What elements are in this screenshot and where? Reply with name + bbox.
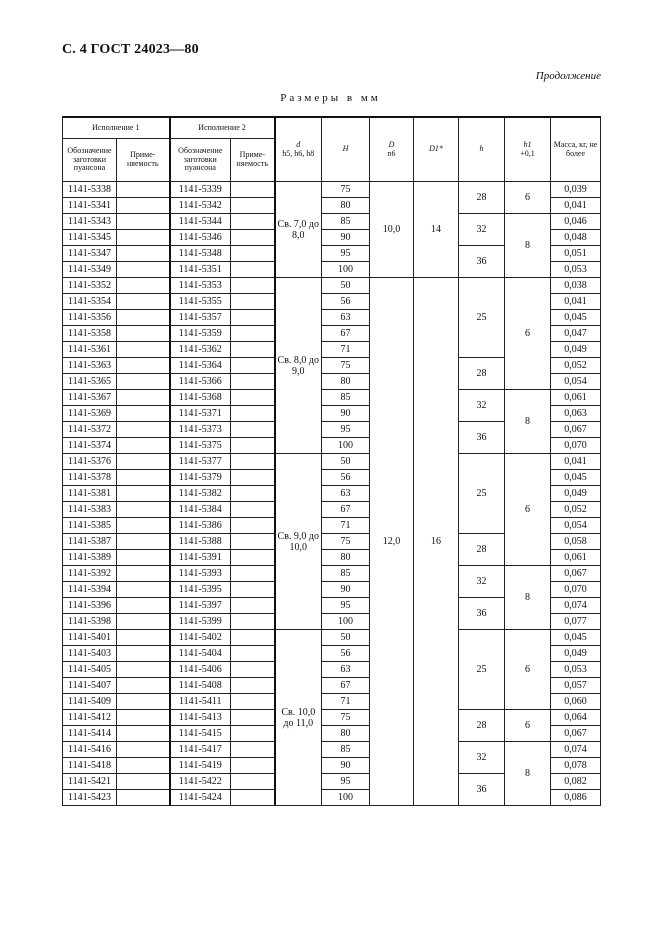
mass-cell: 0,070	[551, 438, 601, 454]
execution2-applicability	[231, 550, 275, 566]
H-cell: 80	[322, 374, 370, 390]
execution2-applicability	[231, 742, 275, 758]
execution2-designation: 1141-5371	[170, 406, 231, 422]
execution2-applicability	[231, 326, 275, 342]
execution2-designation: 1141-5406	[170, 662, 231, 678]
execution1-designation: 1141-5356	[63, 310, 117, 326]
header-d-symbol: d	[296, 139, 301, 149]
execution1-applicability	[117, 486, 170, 502]
execution2-designation: 1141-5386	[170, 518, 231, 534]
execution2-applicability	[231, 630, 275, 646]
execution1-applicability	[117, 422, 170, 438]
mass-cell: 0,064	[551, 710, 601, 726]
execution2-applicability	[231, 486, 275, 502]
execution2-designation: 1141-5384	[170, 502, 231, 518]
execution2-designation: 1141-5399	[170, 614, 231, 630]
execution2-designation: 1141-5364	[170, 358, 231, 374]
mass-cell: 0,054	[551, 518, 601, 534]
header-designation-1: Обозначение заготовки пуансона	[63, 139, 117, 182]
h-cell: 28	[459, 710, 505, 742]
h1-cell: 6	[505, 630, 551, 710]
header-D	[370, 117, 414, 182]
H-cell: 100	[322, 614, 370, 630]
h1-cell: 8	[505, 566, 551, 630]
execution1-designation: 1141-5403	[63, 646, 117, 662]
execution1-designation: 1141-5361	[63, 342, 117, 358]
mass-cell: 0,082	[551, 774, 601, 790]
execution1-applicability	[117, 310, 170, 326]
H-cell: 85	[322, 566, 370, 582]
execution1-applicability	[117, 534, 170, 550]
H-cell: 75	[322, 358, 370, 374]
execution2-designation: 1141-5402	[170, 630, 231, 646]
mass-cell: 0,078	[551, 758, 601, 774]
header-d	[275, 117, 322, 182]
continuation-label: Продолжение	[535, 70, 601, 82]
execution2-designation: 1141-5424	[170, 790, 231, 806]
mass-cell: 0,070	[551, 582, 601, 598]
table-row	[63, 710, 601, 726]
mass-cell: 0,048	[551, 230, 601, 246]
mass-cell: 0,054	[551, 374, 601, 390]
header-designation-2: Обозначение заготовки пуансона	[170, 139, 231, 182]
h-cell: 28	[459, 182, 505, 214]
execution1-designation: 1141-5389	[63, 550, 117, 566]
execution2-designation: 1141-5342	[170, 198, 231, 214]
execution1-designation: 1141-5341	[63, 198, 117, 214]
execution1-designation: 1141-5372	[63, 422, 117, 438]
execution2-designation: 1141-5366	[170, 374, 231, 390]
mass-cell: 0,074	[551, 598, 601, 614]
h1-cell: 6	[505, 278, 551, 390]
mass-cell: 0,045	[551, 470, 601, 486]
mass-cell: 0,038	[551, 278, 601, 294]
execution2-designation: 1141-5368	[170, 390, 231, 406]
H-cell: 90	[322, 406, 370, 422]
execution1-designation: 1141-5418	[63, 758, 117, 774]
mass-cell: 0,067	[551, 422, 601, 438]
execution1-applicability	[117, 438, 170, 454]
execution2-designation: 1141-5404	[170, 646, 231, 662]
execution1-designation: 1141-5365	[63, 374, 117, 390]
h-cell: 32	[459, 566, 505, 598]
execution1-designation: 1141-5347	[63, 246, 117, 262]
execution1-applicability	[117, 598, 170, 614]
dimensions-table	[62, 116, 601, 806]
H-cell: 71	[322, 518, 370, 534]
table-row	[63, 390, 601, 406]
execution1-applicability	[117, 374, 170, 390]
H-cell: 71	[322, 694, 370, 710]
execution2-applicability	[231, 470, 275, 486]
header-h1-tolerance: +0,1	[520, 148, 535, 158]
execution1-designation: 1141-5409	[63, 694, 117, 710]
execution1-applicability	[117, 758, 170, 774]
H-cell: 100	[322, 438, 370, 454]
execution2-applicability	[231, 406, 275, 422]
H-cell: 56	[322, 470, 370, 486]
execution2-designation: 1141-5419	[170, 758, 231, 774]
H-cell: 95	[322, 598, 370, 614]
execution2-applicability	[231, 598, 275, 614]
execution2-applicability	[231, 214, 275, 230]
execution1-designation: 1141-5394	[63, 582, 117, 598]
execution2-applicability	[231, 646, 275, 662]
execution2-designation: 1141-5359	[170, 326, 231, 342]
mass-cell: 0,045	[551, 630, 601, 646]
execution1-applicability	[117, 262, 170, 278]
mass-cell: 0,051	[551, 246, 601, 262]
execution2-designation: 1141-5362	[170, 342, 231, 358]
execution1-designation: 1141-5398	[63, 614, 117, 630]
execution2-designation: 1141-5346	[170, 230, 231, 246]
execution1-designation: 1141-5385	[63, 518, 117, 534]
execution2-applicability	[231, 278, 275, 294]
execution2-applicability	[231, 310, 275, 326]
execution2-applicability	[231, 678, 275, 694]
mass-cell: 0,041	[551, 294, 601, 310]
H-cell: 50	[322, 454, 370, 470]
H-cell: 85	[322, 390, 370, 406]
execution1-applicability	[117, 502, 170, 518]
table-body	[63, 182, 601, 806]
H-cell: 95	[322, 246, 370, 262]
d-range-cell: Св. 7,0 до 8,0	[275, 182, 322, 278]
execution1-applicability	[117, 550, 170, 566]
execution1-designation: 1141-5378	[63, 470, 117, 486]
H-cell: 85	[322, 742, 370, 758]
execution1-applicability	[117, 582, 170, 598]
H-cell: 63	[322, 662, 370, 678]
mass-cell: 0,074	[551, 742, 601, 758]
mass-cell: 0,039	[551, 182, 601, 198]
execution1-designation: 1141-5367	[63, 390, 117, 406]
H-cell: 100	[322, 790, 370, 806]
execution1-designation: 1141-5405	[63, 662, 117, 678]
execution1-designation: 1141-5343	[63, 214, 117, 230]
H-cell: 56	[322, 646, 370, 662]
execution1-designation: 1141-5423	[63, 790, 117, 806]
H-cell: 67	[322, 502, 370, 518]
execution1-applicability	[117, 630, 170, 646]
mass-cell: 0,067	[551, 726, 601, 742]
table-row	[63, 278, 601, 294]
h1-cell: 8	[505, 390, 551, 454]
execution2-designation: 1141-5348	[170, 246, 231, 262]
h1-cell: 8	[505, 214, 551, 278]
h-cell: 32	[459, 742, 505, 774]
header-D-tolerance: n6	[387, 148, 396, 158]
execution2-designation: 1141-5382	[170, 486, 231, 502]
execution1-designation: 1141-5401	[63, 630, 117, 646]
H-cell: 85	[322, 214, 370, 230]
execution1-designation: 1141-5354	[63, 294, 117, 310]
execution2-applicability	[231, 438, 275, 454]
h-cell: 36	[459, 598, 505, 630]
h-cell: 28	[459, 358, 505, 390]
H-cell: 63	[322, 310, 370, 326]
execution2-designation: 1141-5417	[170, 742, 231, 758]
execution2-designation: 1141-5388	[170, 534, 231, 550]
execution2-applicability	[231, 454, 275, 470]
h-cell: 36	[459, 422, 505, 454]
execution2-applicability	[231, 358, 275, 374]
mass-cell: 0,052	[551, 502, 601, 518]
execution1-designation: 1141-5345	[63, 230, 117, 246]
header-D1: D1*	[414, 117, 459, 182]
H-cell: 75	[322, 710, 370, 726]
H-cell: 67	[322, 678, 370, 694]
execution2-designation: 1141-5411	[170, 694, 231, 710]
h1-cell: 6	[505, 182, 551, 214]
execution2-applicability	[231, 518, 275, 534]
h-cell: 25	[459, 630, 505, 710]
execution1-designation: 1141-5392	[63, 566, 117, 582]
header-execution-2: Исполнение 2	[170, 117, 275, 139]
sizes-title: Размеры в мм	[280, 92, 381, 104]
execution2-applicability	[231, 502, 275, 518]
H-cell: 63	[322, 486, 370, 502]
execution2-applicability	[231, 758, 275, 774]
h-cell: 32	[459, 214, 505, 246]
execution2-designation: 1141-5415	[170, 726, 231, 742]
execution1-applicability	[117, 390, 170, 406]
execution1-designation: 1141-5383	[63, 502, 117, 518]
mass-cell: 0,049	[551, 342, 601, 358]
execution1-applicability	[117, 726, 170, 742]
execution2-designation: 1141-5357	[170, 310, 231, 326]
execution1-applicability	[117, 454, 170, 470]
execution1-designation: 1141-5381	[63, 486, 117, 502]
header-execution-1: Исполнение 1	[63, 117, 170, 139]
H-cell: 90	[322, 230, 370, 246]
execution1-applicability	[117, 694, 170, 710]
execution1-applicability	[117, 742, 170, 758]
execution2-applicability	[231, 198, 275, 214]
H-cell: 50	[322, 278, 370, 294]
execution2-applicability	[231, 694, 275, 710]
execution2-designation: 1141-5413	[170, 710, 231, 726]
header-h1-symbol: h1	[523, 139, 532, 149]
mass-cell: 0,047	[551, 326, 601, 342]
mass-cell: 0,058	[551, 534, 601, 550]
execution1-designation: 1141-5407	[63, 678, 117, 694]
table-row	[63, 214, 601, 230]
execution1-applicability	[117, 646, 170, 662]
execution2-applicability	[231, 534, 275, 550]
table-row	[63, 742, 601, 758]
mass-cell: 0,060	[551, 694, 601, 710]
execution2-designation: 1141-5375	[170, 438, 231, 454]
execution1-designation: 1141-5376	[63, 454, 117, 470]
execution2-designation: 1141-5353	[170, 278, 231, 294]
execution2-designation: 1141-5355	[170, 294, 231, 310]
h-cell: 36	[459, 774, 505, 806]
execution1-applicability	[117, 790, 170, 806]
execution2-designation: 1141-5391	[170, 550, 231, 566]
h-cell: 25	[459, 454, 505, 534]
execution2-applicability	[231, 582, 275, 598]
execution2-designation: 1141-5395	[170, 582, 231, 598]
execution1-designation: 1141-5369	[63, 406, 117, 422]
execution1-applicability	[117, 198, 170, 214]
execution1-applicability	[117, 342, 170, 358]
execution2-applicability	[231, 182, 275, 198]
mass-cell: 0,086	[551, 790, 601, 806]
execution1-applicability	[117, 678, 170, 694]
execution2-applicability	[231, 374, 275, 390]
execution2-applicability	[231, 662, 275, 678]
execution1-applicability	[117, 358, 170, 374]
execution2-applicability	[231, 262, 275, 278]
execution1-applicability	[117, 214, 170, 230]
h-cell: 36	[459, 246, 505, 278]
mass-cell: 0,049	[551, 486, 601, 502]
execution1-designation: 1141-5387	[63, 534, 117, 550]
mass-cell: 0,045	[551, 310, 601, 326]
header-h: h	[459, 117, 505, 182]
execution2-applicability	[231, 790, 275, 806]
execution2-applicability	[231, 390, 275, 406]
execution2-applicability	[231, 614, 275, 630]
h-cell: 25	[459, 278, 505, 358]
header-applicability-2: Приме-няемость	[231, 139, 275, 182]
table-row	[63, 182, 601, 198]
execution2-designation: 1141-5393	[170, 566, 231, 582]
H-cell: 67	[322, 326, 370, 342]
execution1-designation: 1141-5412	[63, 710, 117, 726]
header-D-symbol: D	[388, 139, 395, 149]
mass-cell: 0,057	[551, 678, 601, 694]
D1-cell: 16	[414, 278, 459, 806]
execution2-designation: 1141-5351	[170, 262, 231, 278]
execution2-designation: 1141-5344	[170, 214, 231, 230]
d-range-cell: Св. 9,0 до 10,0	[275, 454, 322, 630]
H-cell: 90	[322, 582, 370, 598]
H-cell: 80	[322, 550, 370, 566]
mass-cell: 0,052	[551, 358, 601, 374]
execution2-applicability	[231, 342, 275, 358]
execution1-applicability	[117, 294, 170, 310]
H-cell: 90	[322, 758, 370, 774]
execution2-applicability	[231, 294, 275, 310]
execution1-designation: 1141-5374	[63, 438, 117, 454]
mass-cell: 0,061	[551, 390, 601, 406]
mass-cell: 0,046	[551, 214, 601, 230]
H-cell: 95	[322, 774, 370, 790]
h1-cell: 8	[505, 742, 551, 806]
mass-cell: 0,041	[551, 198, 601, 214]
mass-cell: 0,053	[551, 262, 601, 278]
mass-cell: 0,067	[551, 566, 601, 582]
execution1-applicability	[117, 710, 170, 726]
execution1-designation: 1141-5421	[63, 774, 117, 790]
execution1-applicability	[117, 774, 170, 790]
H-cell: 71	[322, 342, 370, 358]
h-cell: 28	[459, 534, 505, 566]
execution1-designation: 1141-5363	[63, 358, 117, 374]
h1-cell: 6	[505, 710, 551, 742]
table-row	[63, 454, 601, 470]
mass-cell: 0,063	[551, 406, 601, 422]
execution1-applicability	[117, 406, 170, 422]
header-d-tolerance: h5, h6, h8	[282, 148, 315, 158]
execution2-designation: 1141-5373	[170, 422, 231, 438]
execution2-designation: 1141-5339	[170, 182, 231, 198]
execution1-applicability	[117, 470, 170, 486]
execution2-designation: 1141-5377	[170, 454, 231, 470]
header-applicability-1: Приме-няемость	[117, 139, 170, 182]
mass-cell: 0,053	[551, 662, 601, 678]
h1-cell: 6	[505, 454, 551, 566]
execution1-applicability	[117, 230, 170, 246]
execution1-designation: 1141-5338	[63, 182, 117, 198]
H-cell: 95	[322, 422, 370, 438]
execution1-applicability	[117, 326, 170, 342]
page-title: С. 4 ГОСТ 24023—80	[62, 42, 199, 57]
execution1-designation: 1141-5396	[63, 598, 117, 614]
execution1-applicability	[117, 662, 170, 678]
mass-cell: 0,061	[551, 550, 601, 566]
table-row	[63, 630, 601, 646]
execution1-designation: 1141-5414	[63, 726, 117, 742]
mass-cell: 0,077	[551, 614, 601, 630]
execution1-applicability	[117, 182, 170, 198]
execution2-applicability	[231, 726, 275, 742]
table-row	[63, 566, 601, 582]
execution1-applicability	[117, 614, 170, 630]
header-mass: Масса, кг, не более	[551, 117, 601, 182]
header-h1	[505, 117, 551, 182]
H-cell: 80	[322, 198, 370, 214]
execution1-applicability	[117, 566, 170, 582]
h-cell: 32	[459, 390, 505, 422]
H-cell: 56	[322, 294, 370, 310]
execution1-designation: 1141-5416	[63, 742, 117, 758]
execution1-designation: 1141-5352	[63, 278, 117, 294]
mass-cell: 0,041	[551, 454, 601, 470]
header-H: H	[322, 117, 370, 182]
execution2-applicability	[231, 566, 275, 582]
execution2-applicability	[231, 422, 275, 438]
execution2-designation: 1141-5408	[170, 678, 231, 694]
execution2-applicability	[231, 246, 275, 262]
H-cell: 100	[322, 262, 370, 278]
execution1-applicability	[117, 278, 170, 294]
H-cell: 75	[322, 182, 370, 198]
execution1-designation: 1141-5358	[63, 326, 117, 342]
d-range-cell: Св. 8,0 до 9,0	[275, 278, 322, 454]
execution1-designation: 1141-5349	[63, 262, 117, 278]
D-cell: 10,0	[370, 182, 414, 278]
execution2-applicability	[231, 710, 275, 726]
execution2-designation: 1141-5422	[170, 774, 231, 790]
execution2-designation: 1141-5397	[170, 598, 231, 614]
execution1-applicability	[117, 518, 170, 534]
execution2-designation: 1141-5379	[170, 470, 231, 486]
execution2-applicability	[231, 774, 275, 790]
H-cell: 75	[322, 534, 370, 550]
execution1-applicability	[117, 246, 170, 262]
D1-cell: 14	[414, 182, 459, 278]
d-range-cell: Св. 10,0 до 11,0	[275, 630, 322, 806]
mass-cell: 0,049	[551, 646, 601, 662]
execution2-applicability	[231, 230, 275, 246]
H-cell: 80	[322, 726, 370, 742]
H-cell: 50	[322, 630, 370, 646]
D-cell: 12,0	[370, 278, 414, 806]
